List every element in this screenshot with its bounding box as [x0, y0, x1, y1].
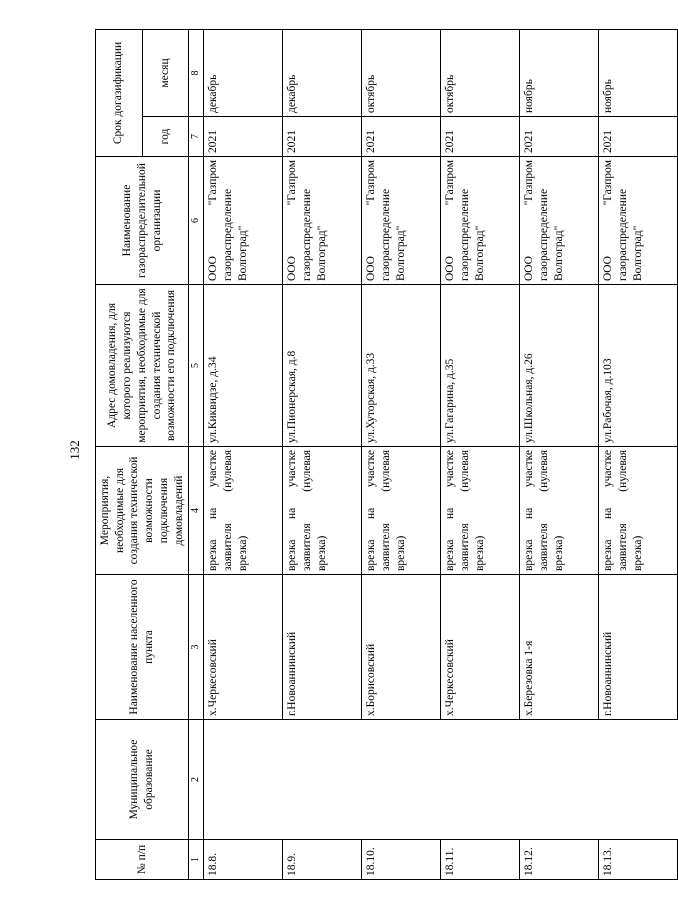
address-cell: ул.Гагарина, д.35 [441, 285, 520, 447]
measure-cell: врезка на участке заявителя (нулевая врезка) [599, 447, 678, 575]
month-cell: октябрь [362, 30, 441, 117]
year-cell: 2021 [362, 117, 441, 157]
address-cell: ул.Киквидзе, д.34 [204, 285, 283, 447]
header-measures: Мероприятия, необходимые для создания технической возможности подключения домовладений [96, 447, 189, 575]
address-cell: ул.Пионерская, д.8 [283, 285, 362, 447]
organization-cell: ООО "Газпром газораспределение Волгоград" [204, 157, 283, 285]
municipality-cell [520, 720, 599, 840]
row-number: 18.9. [283, 840, 362, 880]
row-number: 18.11. [441, 840, 520, 880]
column-number: 8 [189, 30, 204, 117]
column-number: 7 [189, 117, 204, 157]
year-cell: 2021 [204, 117, 283, 157]
table-row [599, 30, 678, 880]
table-row [204, 30, 283, 880]
row-number: 18.8. [204, 840, 283, 880]
table-row [283, 30, 362, 880]
row-number: 18.12. [520, 840, 599, 880]
measure-cell: врезка на участке заявителя (нулевая врезка) [204, 447, 283, 575]
table-row [441, 30, 520, 880]
year-cell: 2021 [599, 117, 678, 157]
municipality-cell [283, 720, 362, 840]
settlement-cell: г.Новоаннинский [599, 575, 678, 720]
organization-cell: ООО "Газпром газораспределение Волгоград" [283, 157, 362, 285]
column-number: 2 [189, 720, 204, 840]
year-cell: 2021 [283, 117, 362, 157]
organization-cell: ООО "Газпром газораспределение Волгоград" [599, 157, 678, 285]
municipality-cell [441, 720, 520, 840]
municipality-cell [599, 720, 678, 840]
table-row [362, 30, 441, 880]
header-month: месяц [142, 30, 189, 117]
settlement-cell: х.Черкесовский [441, 575, 520, 720]
gasification-table [95, 29, 678, 880]
row-number: 18.10. [362, 840, 441, 880]
address-cell: ул.Рабочая, д.103 [599, 285, 678, 447]
column-number: 6 [189, 157, 204, 285]
settlement-cell: х.Борисовский [362, 575, 441, 720]
header-settlement: Наименование населенного пункта [96, 575, 189, 720]
table-row [520, 30, 599, 880]
settlement-cell: х.Черкесовский [204, 575, 283, 720]
month-cell: декабрь [204, 30, 283, 117]
header-row-1 [96, 30, 143, 880]
organization-cell: ООО "Газпром газораспределение Волгоград" [362, 157, 441, 285]
measure-cell: врезка на участке заявителя (нулевая врезка) [441, 447, 520, 575]
municipality-cell [362, 720, 441, 840]
settlement-cell: х.Березовка 1-я [520, 575, 599, 720]
organization-cell: ООО "Газпром газораспределение Волгоград" [520, 157, 599, 285]
month-cell: декабрь [283, 30, 362, 117]
month-cell: октябрь [441, 30, 520, 117]
column-number: 1 [189, 840, 204, 880]
column-number: 4 [189, 447, 204, 575]
year-cell: 2021 [520, 117, 599, 157]
header-address: Адрес домовладения, для которого реализуются мероприятия, необходимые для создания технической возможности его подключения [96, 285, 189, 447]
settlement-cell: г.Новоаннинский [283, 575, 362, 720]
header-deadline: Срок догазификации [96, 30, 143, 157]
header-year: год [142, 117, 189, 157]
column-number: 3 [189, 575, 204, 720]
municipality-cell [204, 720, 283, 840]
measure-cell: врезка на участке заявителя (нулевая врезка) [520, 447, 599, 575]
header-organization: Наименование газораспределительной организации [96, 157, 189, 285]
year-cell: 2021 [441, 117, 520, 157]
row-number: 18.13. [599, 840, 678, 880]
month-cell: ноябрь [599, 30, 678, 117]
header-municipality: Муниципальное образование [96, 720, 189, 840]
measure-cell: врезка на участке заявителя (нулевая врезка) [362, 447, 441, 575]
column-number-row [189, 30, 204, 880]
header-num: № п/п [96, 840, 189, 880]
measure-cell: врезка на участке заявителя (нулевая врезка) [283, 447, 362, 575]
rotated-table-wrapper [95, 30, 644, 880]
address-cell: ул.Хуторская, д.33 [362, 285, 441, 447]
month-cell: ноябрь [520, 30, 599, 117]
column-number: 5 [189, 285, 204, 447]
organization-cell: ООО "Газпром газораспределение Волгоград" [441, 157, 520, 285]
page-number: 132 [67, 440, 82, 460]
address-cell: ул.Школьная, д.26 [520, 285, 599, 447]
